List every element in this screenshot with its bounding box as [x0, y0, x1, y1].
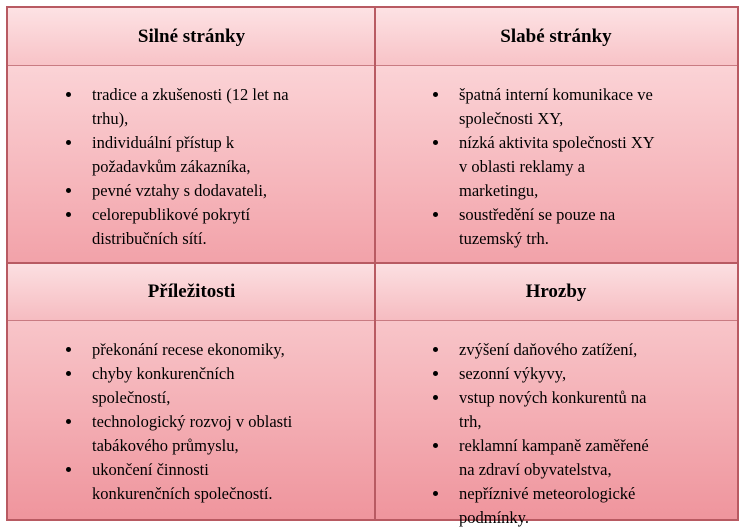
list-item: ukončení činnosti konkurenčních společností. — [66, 458, 306, 506]
swot-table — [6, 6, 739, 527]
list-item: soustředění se pouze na tuzemský trh. — [433, 203, 658, 251]
list-item: překonání recese ekonomiky, — [66, 338, 306, 362]
bullet-icon — [66, 212, 71, 217]
threats-title: Hrozby — [375, 263, 737, 321]
list-item: celorepublikové pokrytí distribučních sítí. — [66, 203, 291, 251]
bullet-icon — [66, 347, 71, 352]
bullet-icon — [433, 395, 438, 400]
threats-quadrant — [375, 263, 737, 527]
weaknesses-quadrant — [375, 8, 737, 263]
list-item: technologický rozvoj v oblasti tabákového průmyslu, — [66, 410, 306, 458]
bullet-icon — [433, 347, 438, 352]
list-item: individuální přístup k požadavkům zákazníka, — [66, 131, 291, 179]
list-item: nízká aktivita společnosti XY v oblasti reklamy a marketingu, — [433, 131, 658, 203]
opportunities-quadrant — [8, 263, 375, 519]
bullet-icon — [66, 371, 71, 376]
weaknesses-list — [433, 83, 658, 251]
horizontal-divider — [8, 262, 737, 264]
bullet-icon — [66, 92, 71, 97]
list-item: špatná interní komunikace ve společnosti XY, — [433, 83, 658, 131]
list-item: nepříznivé meteorologické podmínky. — [433, 482, 658, 530]
opportunities-title: Příležitosti — [8, 263, 375, 321]
strengths-quadrant — [8, 8, 375, 263]
list-item: sezonní výkyvy, — [433, 362, 658, 386]
bullet-icon — [433, 443, 438, 448]
weaknesses-title: Slabé stránky — [375, 8, 737, 66]
bullet-icon — [433, 491, 438, 496]
list-item: tradice a zkušenosti (12 let na trhu), — [66, 83, 291, 131]
bullet-icon — [66, 140, 71, 145]
list-item: chyby konkurenčních společností, — [66, 362, 306, 410]
strengths-title: Silné stránky — [8, 8, 375, 66]
bullet-icon — [433, 371, 438, 376]
bullet-icon — [433, 212, 438, 217]
bullet-icon — [66, 188, 71, 193]
bullet-icon — [433, 92, 438, 97]
strengths-list — [66, 83, 291, 251]
list-item: reklamní kampaně zaměřené na zdraví obyvatelstva, — [433, 434, 658, 482]
list-item: zvýšení daňového zatížení, — [433, 338, 658, 362]
threats-list — [433, 338, 658, 530]
bullet-icon — [433, 140, 438, 145]
list-item: pevné vztahy s dodavateli, — [66, 179, 291, 203]
bullet-icon — [66, 467, 71, 472]
opportunities-list — [66, 338, 306, 506]
list-item: vstup nových konkurentů na trh, — [433, 386, 658, 434]
bullet-icon — [66, 419, 71, 424]
